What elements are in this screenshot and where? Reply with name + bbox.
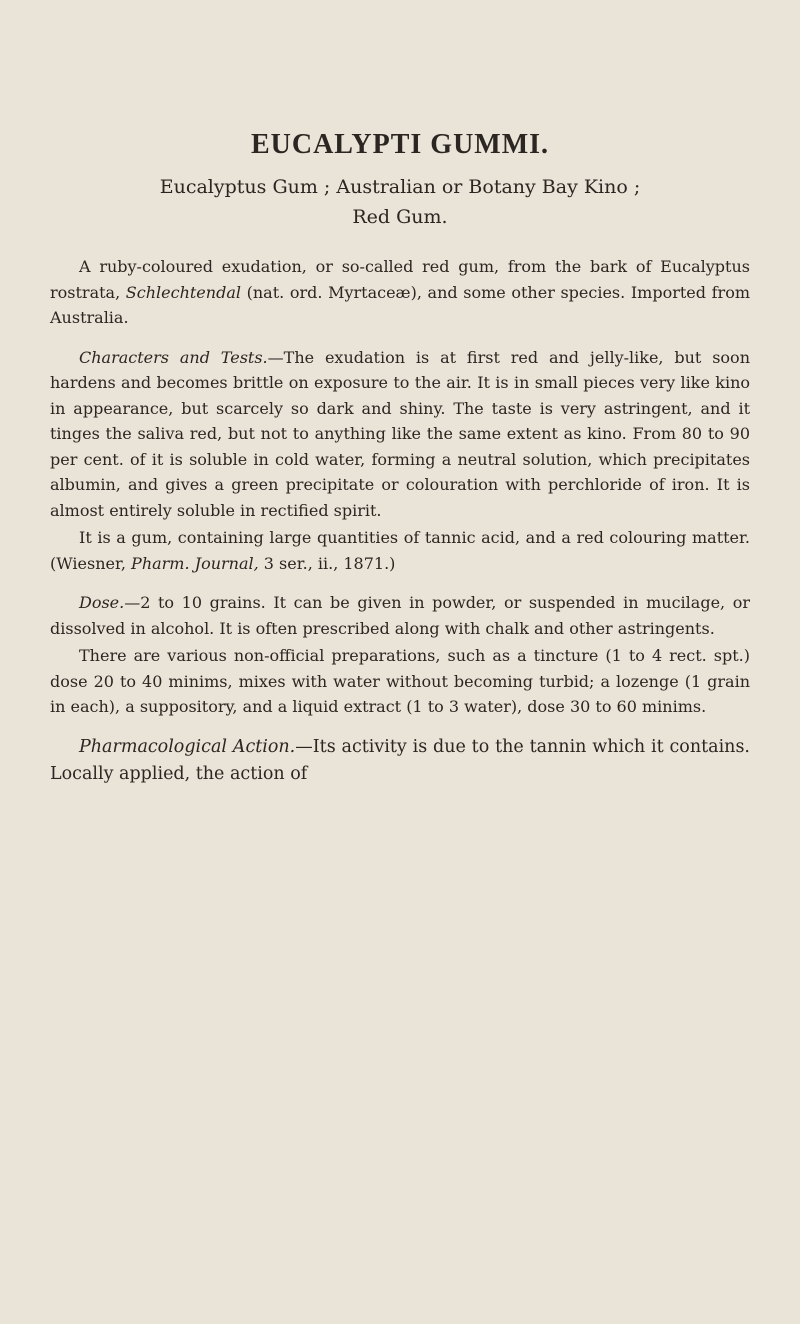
- preparations-paragraph: [50, 643, 750, 720]
- synonyms-line-1: Eucalyptus Gum ; Australian or Botany Bay Kino ;: [159, 176, 641, 198]
- characters-paragraph: [50, 345, 750, 524]
- composition-text-1: It is a gum, containing large quantities of tannic acid, and a red colouring matter. (Wiesner,: [50, 528, 750, 573]
- botanical-authority: Schlechtendal: [125, 282, 241, 302]
- composition-text-2: 3 ser., ii., 1871.): [258, 553, 396, 573]
- description-text-1: A ruby-coloured exudation, or so-called red gum, from the bark of Eucalyptus rostrata,: [50, 257, 750, 302]
- action-paragraph: [50, 734, 750, 788]
- composition-paragraph: [50, 525, 750, 576]
- journal-title: Pharm. Journal,: [131, 553, 259, 573]
- description-text-2: (nat. ord. Myrtaceæ), and some other species. Imported from Australia.: [50, 282, 751, 327]
- book-page: [50, 128, 750, 802]
- preparations-text: There are various non-official preparations, such as a tincture (1 to 4 rect. spt.) dose 20 to 40 minims, mixes with water without becoming turbid; a lozenge (1 grain in each), a suppository, and a liquid extract (1 to 3 water), dose 30 to 60 minims.: [50, 646, 750, 716]
- action-text: —Its activity is due to the tannin which it contains. Locally applied, the action of: [50, 736, 750, 784]
- action-lead: Pharmacological Action.: [79, 736, 296, 757]
- synonyms-line-2: Red Gum.: [352, 206, 448, 228]
- page-title: EUCALYPTI GUMMI.: [250, 129, 550, 160]
- characters-lead: Characters and Tests.: [79, 347, 268, 367]
- characters-text: —The exudation is at first red and jelly-like, but soon hardens and becomes brittle on exposure to the air. It is in small pieces very like kino in appearance, but scarcely so dark and shiny. The taste is very astringent, and it tinges the saliva red, but not to anything like the same extent as kino. From 80 to 90 per cent. of it is soluble in cold water, forming a neutral solution, which precipitates albumin, and gives a green precipitate or colouration with perchloride of iron. It is almost entirely soluble in rectified spirit.: [50, 347, 750, 520]
- description-paragraph: [50, 254, 750, 331]
- synonyms: [50, 172, 750, 232]
- dose-text: —2 to 10 grains. It can be given in powder, or suspended in mucilage, or dissolved in alcohol. It is often prescribed along with chalk and other astringents.: [50, 593, 750, 638]
- dose-lead: Dose.: [79, 593, 125, 612]
- dose-paragraph: [50, 590, 750, 641]
